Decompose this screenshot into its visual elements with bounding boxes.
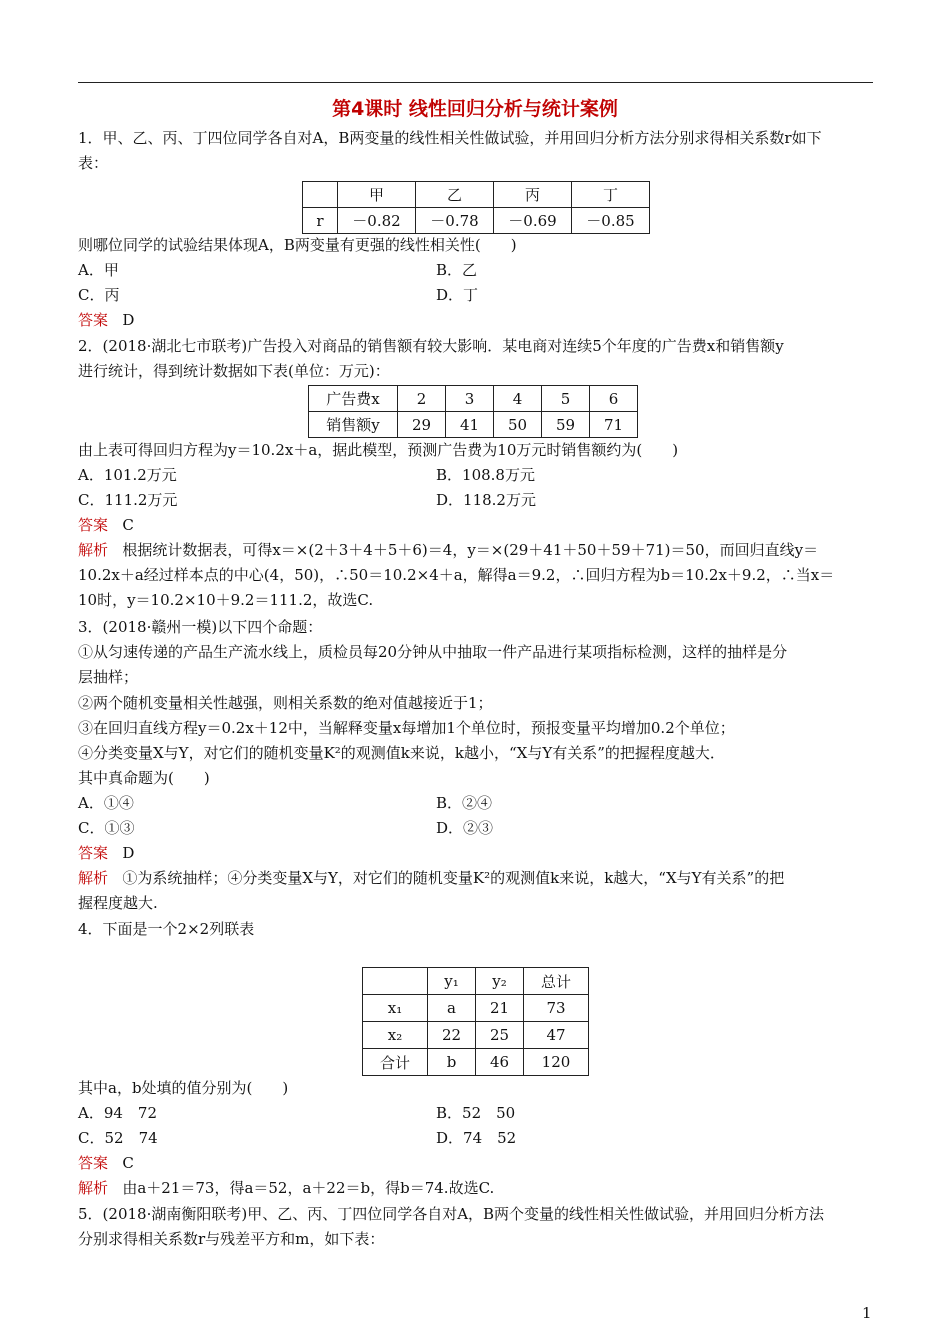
q2-answer — [78, 515, 134, 535]
table-cell: y₁ — [428, 968, 476, 995]
q3-proposition-2: ②两个随机变量相关性越强，则相关系数的绝对值越接近于1； — [78, 694, 493, 712]
q3-question: 其中真命题为( ) — [78, 769, 210, 787]
q3-stem: 3．(2018·赣州一模)以下四个命题： — [78, 618, 323, 636]
table-row — [303, 182, 650, 208]
table-cell: －0.78 — [416, 208, 494, 234]
answer-value: C — [122, 1154, 134, 1172]
q1-option-b: B．乙 — [436, 261, 478, 279]
q2-stem-line1: 2．(2018·湖北七市联考)广告投入对商品的销售额有较大影响．某电商对连续5个年度的广告费x和销售额y — [78, 337, 784, 355]
analysis-text: 根据统计数据表，可得x＝×(2＋3＋4＋5＋6)＝4，y＝×(29＋41＋50＋59＋71)＝50，而回归直线y＝ — [122, 541, 819, 559]
q5-stem-line2: 分别求得相关系数r与残差平方和m，如下表： — [78, 1230, 385, 1248]
q1-stem-line1: 1．甲、乙、丙、丁四位同学各自对A，B两变量的线性相关性做试验，并用回归分析方法分别求得相关系数r如下 — [78, 129, 822, 147]
table-cell — [363, 968, 428, 995]
q3-proposition-3: ③在回归直线方程y＝0.2x＋12中，当解释变量x每增加1个单位时，预报变量平均增加0.2个单位； — [78, 719, 735, 737]
q4-answer — [78, 1153, 134, 1173]
table-cell: 销售额y — [309, 412, 398, 438]
table-cell: 2 — [398, 386, 446, 412]
table-cell: 5 — [542, 386, 590, 412]
table-cell: 41 — [446, 412, 494, 438]
table-cell: 6 — [590, 386, 638, 412]
q3-proposition-1a: ①从匀速传递的产品生产流水线上，质检员每20分钟从中抽取一件产品进行某项指标检测，这样的抽样是分 — [78, 643, 788, 661]
q1-option-a: A．甲 — [78, 261, 119, 279]
table-cell: 59 — [542, 412, 590, 438]
table-cell: 73 — [524, 995, 589, 1022]
q2-option-d: D．118.2万元 — [436, 491, 536, 509]
table-row — [363, 1049, 589, 1076]
table-cell: a — [428, 995, 476, 1022]
q3-proposition-1b: 层抽样； — [78, 668, 139, 686]
q4-analysis — [78, 1178, 494, 1198]
analysis-text: ①为系统抽样；④分类变量X与Y，对它们的随机变量K²的观测值k来说，k越大，“X与Y有关系”的把 — [122, 869, 785, 887]
q2-option-c: C．111.2万元 — [78, 491, 178, 509]
q2-question: 由上表可得回归方程为y＝10.2x＋a，据此模型，预测广告费为10万元时销售额约为( ) — [78, 441, 679, 459]
table-cell: 总计 — [524, 968, 589, 995]
answer-label: 答案 — [78, 1154, 109, 1172]
table-cell: b — [428, 1049, 476, 1076]
table-row — [303, 208, 650, 234]
q2-option-b: B．108.8万元 — [436, 466, 535, 484]
q4-table — [362, 967, 589, 1076]
table-cell: 22 — [428, 1022, 476, 1049]
q4-option-b: B．52 50 — [436, 1104, 516, 1122]
q2-analysis-line2: 10.2x＋a经过样本点的中心(4，50)，∴50＝10.2×4＋a，解得a＝9.2，∴回归方程为b＝10.2x＋9.2，∴当x＝ — [78, 566, 835, 584]
q1-stem-line2: 表： — [78, 154, 109, 172]
q3-option-b: B．②④ — [436, 794, 493, 812]
q1-answer — [78, 310, 134, 330]
q2-stem-line2: 进行统计，得到统计数据如下表(单位：万元)： — [78, 362, 390, 380]
table-row — [363, 968, 589, 995]
q3-option-a: A．①④ — [78, 794, 134, 812]
table-cell: 21 — [476, 995, 524, 1022]
q1-table — [302, 181, 650, 234]
table-row — [363, 995, 589, 1022]
table-cell: 4 — [494, 386, 542, 412]
answer-value: D — [122, 844, 135, 862]
table-cell: 71 — [590, 412, 638, 438]
table-cell: x₁ — [363, 995, 428, 1022]
answer-label: 答案 — [78, 516, 109, 534]
answer-label: 答案 — [78, 311, 109, 329]
table-cell: 47 — [524, 1022, 589, 1049]
q1-option-d: D．丁 — [436, 286, 479, 304]
q4-question: 其中a，b处填的值分别为( ) — [78, 1079, 289, 1097]
table-cell: 50 — [494, 412, 542, 438]
analysis-label: 解析 — [78, 541, 109, 559]
table-cell: －0.69 — [494, 208, 572, 234]
q3-answer — [78, 843, 134, 863]
table-cell: 120 — [524, 1049, 589, 1076]
table-cell: 合计 — [363, 1049, 428, 1076]
table-cell: 丙 — [494, 182, 572, 208]
answer-label: 答案 — [78, 844, 109, 862]
table-cell: －0.85 — [572, 208, 650, 234]
q4-option-a: A．94 72 — [78, 1104, 158, 1122]
q1-option-c: C．丙 — [78, 286, 120, 304]
table-cell: x₂ — [363, 1022, 428, 1049]
answer-value: D — [122, 311, 135, 329]
table-cell: 29 — [398, 412, 446, 438]
page-number: 1 — [862, 1304, 872, 1322]
q2-analysis-line1 — [78, 540, 818, 560]
table-cell — [303, 182, 338, 208]
q3-option-d: D．②③ — [436, 819, 494, 837]
table-cell: y₂ — [476, 968, 524, 995]
table-cell: 丁 — [572, 182, 650, 208]
analysis-label: 解析 — [78, 1179, 109, 1197]
table-cell: 25 — [476, 1022, 524, 1049]
page-title: 第4课时 线性回归分析与统计案例 — [332, 98, 618, 120]
analysis-label: 解析 — [78, 869, 109, 887]
q3-analysis-line1 — [78, 868, 784, 888]
answer-value: C — [122, 516, 134, 534]
q2-option-a: A．101.2万元 — [78, 466, 177, 484]
table-cell: －0.82 — [338, 208, 416, 234]
q3-option-c: C．①③ — [78, 819, 135, 837]
table-cell: 乙 — [416, 182, 494, 208]
table-cell: 甲 — [338, 182, 416, 208]
q4-stem: 4．下面是一个2×2列联表 — [78, 920, 255, 938]
q2-table — [308, 385, 638, 438]
analysis-text: 由a＋21＝73，得a＝52，a＋22＝b，得b＝74.故选C. — [122, 1179, 495, 1197]
table-row — [363, 1022, 589, 1049]
q2-analysis-line3: 10时，y＝10.2×10＋9.2＝111.2，故选C. — [78, 591, 374, 609]
table-row — [309, 412, 638, 438]
q3-proposition-4: ④分类变量X与Y，对它们的随机变量K²的观测值k来说，k越小，“X与Y有关系”的把握程度越大． — [78, 744, 725, 762]
table-cell: 3 — [446, 386, 494, 412]
table-cell: r — [303, 208, 338, 234]
table-cell: 46 — [476, 1049, 524, 1076]
q4-option-c: C．52 74 — [78, 1129, 158, 1147]
header-rule — [78, 82, 873, 83]
q4-option-d: D．74 52 — [436, 1129, 517, 1147]
q3-analysis-line2: 握程度越大. — [78, 894, 158, 912]
table-row — [309, 386, 638, 412]
table-cell: 广告费x — [309, 386, 398, 412]
q5-stem-line1: 5．(2018·湖南衡阳联考)甲、乙、丙、丁四位同学各自对A，B两个变量的线性相关性做试验，并用回归分析方法 — [78, 1205, 825, 1223]
q1-question: 则哪位同学的试验结果体现A，B两变量有更强的线性相关性( ) — [78, 236, 517, 254]
